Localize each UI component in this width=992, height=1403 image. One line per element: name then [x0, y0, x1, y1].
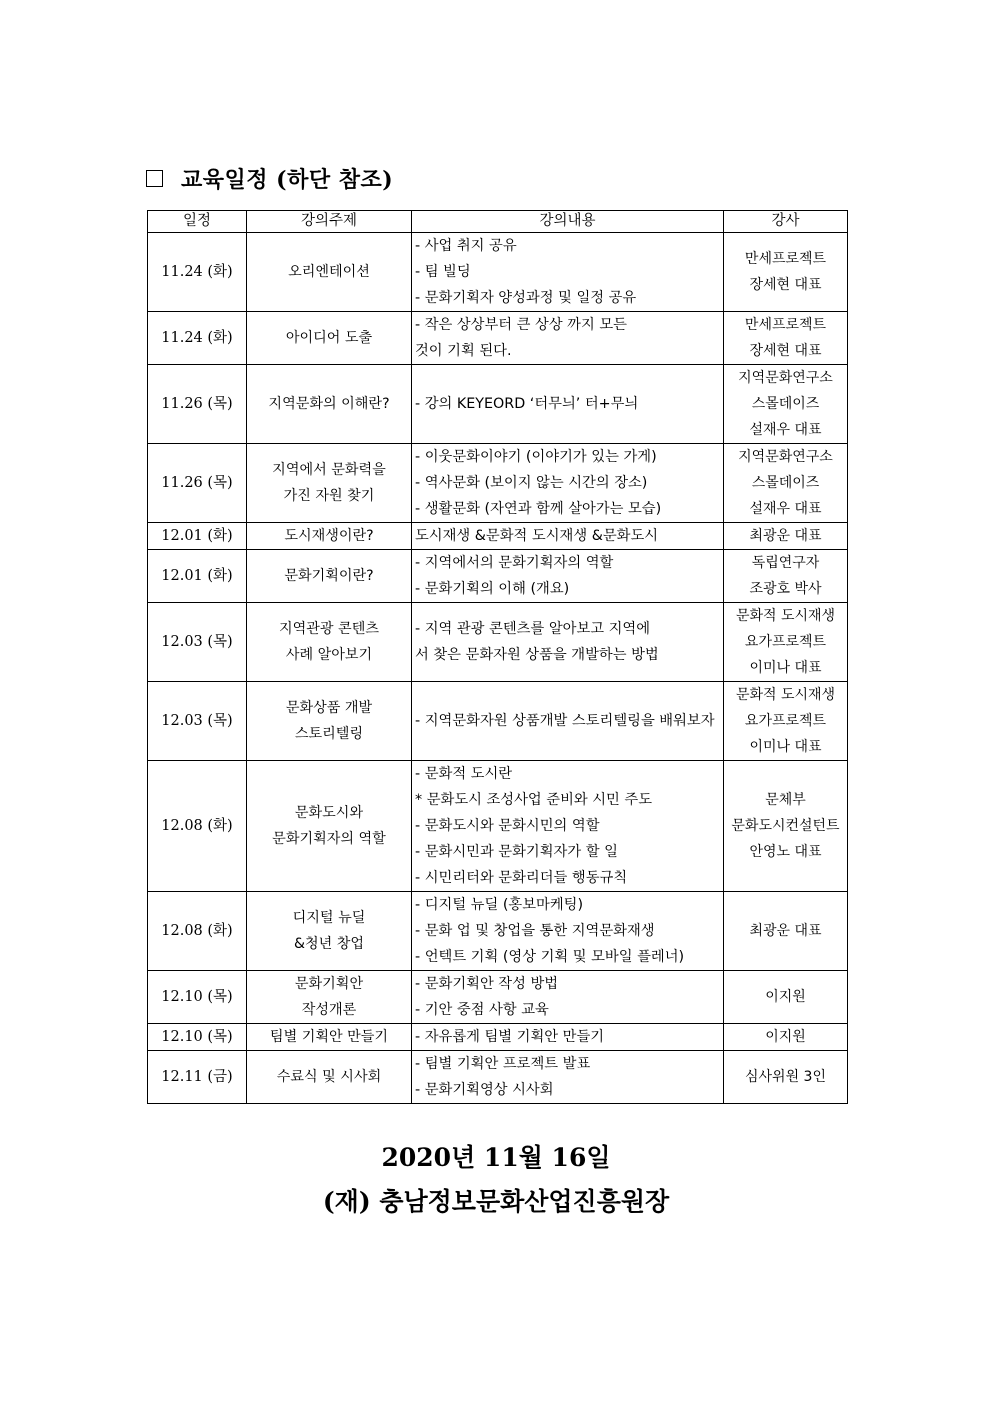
cell-topic — [247, 1051, 412, 1104]
cell-instructor — [724, 682, 848, 761]
cell-content-line: - 디지털 뉴딜 (홍보마케팅) — [415, 897, 584, 913]
cell-instructor — [724, 603, 848, 682]
cell-content-line: - 역사문화 (보이지 않는 시간의 장소) — [415, 475, 648, 491]
cell-instructor-line: 스몰데이즈 — [751, 475, 820, 491]
cell-content — [412, 1051, 724, 1104]
table-header-row — [148, 211, 848, 233]
cell-content-line: - 사업 취지 공유 — [415, 238, 517, 254]
checkbox-square-icon — [146, 170, 163, 187]
cell-instructor — [724, 761, 848, 892]
header-topic: 강의주제 — [247, 211, 412, 233]
cell-content — [412, 523, 724, 550]
cell-topic-line: 지역관광 콘텐츠 — [278, 621, 379, 637]
cell-topic — [247, 444, 412, 523]
cell-topic — [247, 523, 412, 550]
cell-date: 11.24 (화) — [148, 312, 247, 365]
cell-instructor — [724, 971, 848, 1024]
cell-date: 12.08 (화) — [148, 761, 247, 892]
cell-date: 12.03 (목) — [148, 603, 247, 682]
cell-topic — [247, 1024, 412, 1051]
heading-text: 교육일정 (하단 참조) — [181, 166, 394, 193]
cell-instructor — [724, 892, 848, 971]
issuing-organization: (재) 충남정보문화산업진흥원장 — [322, 1187, 670, 1216]
table-row — [148, 444, 848, 523]
table-row — [148, 1024, 848, 1051]
cell-content-line: - 문화기획안 작성 방법 — [415, 976, 559, 992]
cell-instructor-line: 안영노 대표 — [749, 844, 822, 860]
cell-instructor-line: 지역문화연구소 — [738, 370, 833, 386]
schedule-body — [148, 233, 848, 1104]
cell-topic-line: 수료식 및 시사회 — [276, 1069, 382, 1085]
cell-topic — [247, 233, 412, 312]
cell-instructor — [724, 550, 848, 603]
cell-content — [412, 892, 724, 971]
cell-topic-line: 사례 알아보기 — [285, 647, 373, 663]
header-content: 강의내용 — [412, 211, 724, 233]
cell-instructor-line: 독립연구자 — [751, 555, 820, 571]
cell-topic — [247, 603, 412, 682]
cell-content-line: - 문화기획영상 시사회 — [415, 1082, 554, 1098]
cell-topic — [247, 892, 412, 971]
cell-date: 12.01 (화) — [148, 550, 247, 603]
cell-instructor — [724, 312, 848, 365]
cell-instructor-line: 만세프로젝트 — [744, 317, 827, 333]
cell-date: 12.10 (목) — [148, 971, 247, 1024]
cell-content-line: - 문화기획의 이해 (개요) — [415, 581, 570, 597]
cell-instructor-line: 장세현 대표 — [749, 277, 822, 293]
section-heading — [146, 162, 393, 194]
schedule-table — [147, 210, 848, 1104]
cell-instructor-line: 이지원 — [765, 989, 806, 1005]
cell-topic-line: 가진 자원 찾기 — [283, 488, 375, 504]
cell-content — [412, 233, 724, 312]
table-row — [148, 365, 848, 444]
cell-topic-line: 문화기획자의 역할 — [272, 831, 386, 847]
cell-instructor-line: 설재우 대표 — [749, 501, 822, 517]
cell-content — [412, 603, 724, 682]
cell-content-line: 서 찾은 문화자원 상품을 개발하는 방법 — [415, 647, 659, 663]
cell-topic — [247, 971, 412, 1024]
cell-content-line: - 언텍트 기획 (영상 기획 및 모바일 플레너) — [415, 949, 685, 965]
cell-instructor-line: 최광운 대표 — [749, 923, 822, 939]
cell-instructor-line: 장세현 대표 — [749, 343, 822, 359]
cell-content-line: - 지역 관광 콘텐츠를 알아보고 지역에 — [415, 621, 651, 637]
header-instructor: 강사 — [724, 211, 848, 233]
cell-topic-line: 도시재생이란? — [284, 527, 374, 544]
cell-topic-line: 작성개론 — [301, 1002, 357, 1018]
cell-instructor-line: 문화적 도시재생 — [735, 687, 836, 703]
cell-instructor — [724, 365, 848, 444]
cell-content-line: - 문화 업 및 창업을 통한 지역문화재생 — [415, 923, 655, 939]
cell-topic-line: 지역에서 문화력을 — [272, 462, 386, 478]
cell-instructor-line: 요가프로젝트 — [744, 713, 827, 729]
cell-instructor — [724, 444, 848, 523]
table-row — [148, 1051, 848, 1104]
table-row — [148, 233, 848, 312]
cell-content — [412, 444, 724, 523]
cell-instructor-line: 요가프로젝트 — [744, 634, 827, 650]
cell-topic-line: 문화상품 개발 — [285, 700, 373, 716]
cell-content-line: - 시민리터와 문화리더들 행동규칙 — [415, 870, 628, 886]
cell-topic-line: 문화기획안 — [294, 976, 364, 992]
cell-instructor-line: 문화적 도시재생 — [735, 608, 836, 624]
cell-instructor-line: 스몰데이즈 — [751, 396, 820, 412]
cell-instructor-line: 문화도시컨설턴트 — [731, 818, 840, 834]
cell-date: 12.10 (목) — [148, 1024, 247, 1051]
header-date: 일정 — [148, 211, 247, 233]
cell-date: 11.26 (목) — [148, 365, 247, 444]
cell-date: 11.26 (목) — [148, 444, 247, 523]
cell-instructor-line: 문체부 — [765, 792, 806, 808]
cell-content-line: - 생활문화 (자연과 함께 살아가는 모습) — [415, 501, 662, 517]
cell-instructor-line: 최광운 대표 — [749, 527, 822, 544]
cell-instructor-line: 이미나 대표 — [749, 660, 822, 676]
cell-topic — [247, 550, 412, 603]
cell-instructor-line: 이미나 대표 — [749, 739, 822, 755]
cell-topic-line: 문화도시와 — [294, 805, 364, 821]
cell-content-line: - 문화도시와 문화시민의 역할 — [415, 818, 600, 834]
cell-content — [412, 312, 724, 365]
table-row — [148, 971, 848, 1024]
cell-topic-line: &청년 창업 — [293, 936, 365, 952]
cell-topic-line: 디지털 뉴딜 — [292, 910, 366, 926]
table-row — [148, 761, 848, 892]
table-row — [148, 312, 848, 365]
cell-topic-line: 지역문화의 이해란? — [268, 396, 390, 412]
cell-content — [412, 550, 724, 603]
cell-content-line: - 팀 빌딩 — [415, 264, 471, 280]
cell-date: 12.01 (화) — [148, 523, 247, 550]
cell-topic-line: 오리엔테이션 — [288, 264, 370, 280]
cell-content-line: 도시재생 &문화적 도시재생 &문화도시 — [415, 527, 659, 544]
cell-content-line: 것이 기획 된다. — [415, 343, 512, 359]
cell-topic-line: 문화기획이란? — [284, 568, 374, 584]
cell-instructor — [724, 1051, 848, 1104]
cell-instructor-line: 지역문화연구소 — [738, 449, 833, 465]
cell-instructor — [724, 1024, 848, 1051]
cell-content-line: - 문화적 도시란 — [415, 766, 513, 782]
cell-content-line: - 강의 KEYEORD ‘터무늬’ 터+무늬 — [415, 396, 639, 412]
table-row — [148, 682, 848, 761]
cell-topic-line: 팀별 기획안 만들기 — [269, 1028, 389, 1045]
cell-instructor — [724, 233, 848, 312]
cell-instructor — [724, 523, 848, 550]
cell-date: 11.24 (화) — [148, 233, 247, 312]
cell-date: 12.03 (목) — [148, 682, 247, 761]
cell-instructor-line: 조광호 박사 — [749, 581, 822, 597]
cell-instructor-line: 이지원 — [765, 1028, 806, 1045]
cell-topic-line: 아이디어 도출 — [285, 330, 373, 346]
cell-content-line: - 기안 중점 사항 교육 — [415, 1002, 549, 1018]
table-row — [148, 550, 848, 603]
table-row — [148, 892, 848, 971]
cell-content-line: - 지역에서의 문화기획자의 역할 — [415, 555, 614, 571]
cell-topic — [247, 761, 412, 892]
cell-topic — [247, 312, 412, 365]
cell-content-line: - 이웃문화이야기 (이야기가 있는 가게) — [415, 449, 657, 465]
cell-content — [412, 971, 724, 1024]
cell-content-line: - 작은 상상부터 큰 상상 까지 모든 — [415, 317, 627, 333]
table-row — [148, 603, 848, 682]
cell-date: 12.11 (금) — [148, 1051, 247, 1104]
cell-content — [412, 1024, 724, 1051]
cell-content-line: - 문화시민과 문화기획자가 할 일 — [415, 844, 618, 860]
cell-content-line: - 자유롭게 팀별 기획안 만들기 — [415, 1028, 605, 1045]
cell-content — [412, 761, 724, 892]
cell-topic — [247, 365, 412, 444]
cell-instructor-line: 심사위원 3인 — [745, 1069, 826, 1085]
cell-date: 12.08 (화) — [148, 892, 247, 971]
cell-topic-line: 스토리텔링 — [294, 726, 364, 742]
cell-content — [412, 682, 724, 761]
cell-content-line: - 팀별 기획안 프로젝트 발표 — [415, 1056, 591, 1072]
table-row — [148, 523, 848, 550]
cell-instructor-line: 만세프로젝트 — [744, 251, 827, 267]
cell-content-line: - 지역문화자원 상품개발 스토리텔링을 배워보자 — [415, 713, 715, 729]
cell-content — [412, 365, 724, 444]
cell-content-line: - 문화기획자 양성과정 및 일정 공유 — [415, 290, 637, 306]
cell-topic — [247, 682, 412, 761]
cell-content-line: * 문화도시 조성사업 준비와 시민 주도 — [415, 792, 653, 808]
cell-instructor-line: 설재우 대표 — [749, 422, 822, 438]
document-date: 2020년 11월 16일 — [381, 1143, 611, 1172]
